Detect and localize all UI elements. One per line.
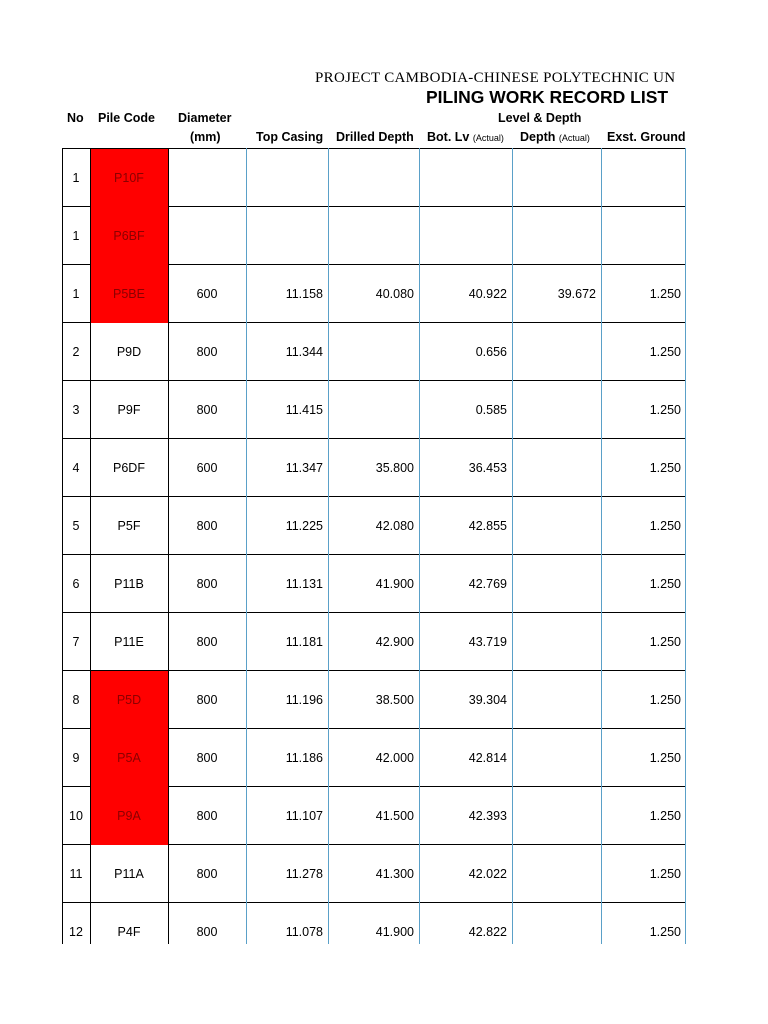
header-level-depth: Level & Depth <box>498 111 582 125</box>
depth-actual-cell <box>512 439 601 497</box>
list-title: PILING WORK RECORD LIST <box>426 87 669 107</box>
grid-line <box>685 148 686 944</box>
diameter-cell <box>168 149 246 207</box>
depth-actual-cell <box>512 207 601 265</box>
depth-actual-cell <box>512 845 601 903</box>
drilled-depth-cell <box>328 381 419 439</box>
row-no-cell: 11 <box>69 867 83 881</box>
diameter-cell: 800 <box>196 577 218 591</box>
drilled-depth-cell <box>328 149 419 207</box>
top-casing-cell: 11.278 <box>285 867 323 881</box>
pile-code-cell: P5F <box>117 519 141 533</box>
diameter-cell: 800 <box>196 345 218 359</box>
exst-ground-cell: 1.250 <box>649 519 681 533</box>
diameter-cell: 600 <box>196 461 218 475</box>
top-casing-cell <box>246 149 328 207</box>
table-row <box>62 554 686 613</box>
top-casing-cell: 11.415 <box>285 403 323 417</box>
top-casing-cell: 11.186 <box>285 751 323 765</box>
row-no-cell: 5 <box>72 519 80 533</box>
table-row <box>62 612 686 671</box>
row-no-cell: 8 <box>72 693 80 707</box>
bot-level-cell: 42.393 <box>468 809 507 823</box>
grid-line <box>168 148 169 944</box>
table-row <box>62 844 686 903</box>
header-bot-lv-label: Bot. Lv <box>427 130 470 144</box>
depth-actual-cell: 39.672 <box>557 287 596 301</box>
header-depth-label: Depth <box>520 130 556 144</box>
depth-actual-cell <box>512 613 601 671</box>
top-casing-cell: 11.181 <box>285 635 323 649</box>
depth-actual-cell <box>512 671 601 729</box>
row-no-cell: 10 <box>69 809 83 823</box>
drilled-depth-cell <box>328 207 419 265</box>
bot-level-cell: 0.585 <box>475 403 507 417</box>
pile-code-cell: P9F <box>117 403 141 417</box>
exst-ground-cell <box>601 207 686 265</box>
table-row <box>62 902 686 944</box>
drilled-depth-cell: 38.500 <box>375 693 414 707</box>
table-row <box>62 438 686 497</box>
exst-ground-cell: 1.250 <box>649 461 681 475</box>
bot-level-cell: 42.822 <box>468 925 507 939</box>
diameter-cell: 800 <box>196 403 218 417</box>
depth-actual-cell <box>512 555 601 613</box>
row-no-cell: 7 <box>72 635 80 649</box>
top-casing-cell <box>246 207 328 265</box>
bot-level-cell <box>419 207 512 265</box>
grid-line <box>419 148 420 944</box>
bot-level-cell: 39.304 <box>468 693 507 707</box>
top-casing-cell: 11.078 <box>285 925 323 939</box>
top-casing-cell: 11.344 <box>285 345 323 359</box>
row-no-cell: 3 <box>72 403 80 417</box>
exst-ground-cell: 1.250 <box>649 867 681 881</box>
drilled-depth-cell <box>328 323 419 381</box>
grid-line <box>601 148 602 944</box>
pile-code-cell: P9D <box>116 345 142 359</box>
exst-ground-cell: 1.250 <box>649 925 681 939</box>
top-casing-cell: 11.131 <box>285 577 323 591</box>
header-bot-lv <box>427 130 504 144</box>
exst-ground-cell: 1.250 <box>649 635 681 649</box>
diameter-cell: 800 <box>196 693 218 707</box>
grid-line <box>90 148 91 944</box>
diameter-cell: 800 <box>196 751 218 765</box>
pile-code-cell: P6DF <box>113 461 145 475</box>
drilled-depth-cell: 41.300 <box>375 867 414 881</box>
grid-line <box>328 148 329 944</box>
top-casing-cell: 11.347 <box>285 461 323 475</box>
header-diameter: Diameter <box>178 111 232 125</box>
pile-code-cell: P10F <box>90 149 168 207</box>
table-row <box>62 322 686 381</box>
drilled-depth-cell: 41.500 <box>375 809 414 823</box>
row-no-cell: 9 <box>72 751 80 765</box>
header-depth <box>520 130 590 144</box>
table-row <box>62 670 686 729</box>
pile-code-cell: P5A <box>90 729 168 787</box>
row-no-cell: 1 <box>72 229 80 243</box>
top-casing-cell: 11.225 <box>285 519 323 533</box>
bot-level-cell: 42.022 <box>468 867 507 881</box>
exst-ground-cell: 1.250 <box>649 809 681 823</box>
grid-line <box>246 148 247 944</box>
diameter-cell: 800 <box>196 867 218 881</box>
bot-level-cell: 40.922 <box>468 287 507 301</box>
drilled-depth-cell: 35.800 <box>375 461 414 475</box>
pile-code-cell: P4F <box>117 925 141 939</box>
diameter-cell: 800 <box>196 635 218 649</box>
bot-level-cell: 42.769 <box>468 577 507 591</box>
drilled-depth-cell: 41.900 <box>375 577 414 591</box>
drilled-depth-cell: 42.900 <box>375 635 414 649</box>
pile-code-cell: P5D <box>90 671 168 729</box>
drilled-depth-cell: 42.000 <box>375 751 414 765</box>
exst-ground-cell: 1.250 <box>649 751 681 765</box>
pile-code-cell: P11E <box>114 635 144 649</box>
row-no-cell: 4 <box>72 461 80 475</box>
depth-actual-cell <box>512 381 601 439</box>
bot-level-cell: 0.656 <box>475 345 507 359</box>
top-casing-cell: 11.158 <box>285 287 323 301</box>
pile-code-cell: P6BF <box>90 207 168 265</box>
drilled-depth-cell: 42.080 <box>375 519 414 533</box>
row-no-cell: 6 <box>72 577 80 591</box>
table-row <box>62 206 686 265</box>
row-no-cell: 2 <box>72 345 80 359</box>
diameter-cell: 800 <box>196 519 218 533</box>
row-no-cell: 1 <box>72 287 80 301</box>
table-row <box>62 728 686 787</box>
header-top-casing: Top Casing <box>256 130 324 144</box>
bot-level-cell: 36.453 <box>468 461 507 475</box>
row-no-cell: 12 <box>69 925 83 939</box>
bot-level-cell: 43.719 <box>468 635 507 649</box>
header-diameter-unit: (mm) <box>190 130 221 144</box>
top-casing-cell: 11.196 <box>285 693 323 707</box>
header-exst-ground: Exst. Ground <box>607 130 686 144</box>
header-no: No <box>67 111 84 125</box>
diameter-cell: 800 <box>196 809 218 823</box>
depth-actual-cell <box>512 497 601 555</box>
table-row <box>62 786 686 845</box>
depth-actual-cell <box>512 149 601 207</box>
exst-ground-cell: 1.250 <box>649 577 681 591</box>
exst-ground-cell: 1.250 <box>649 693 681 707</box>
diameter-cell: 600 <box>196 287 218 301</box>
pile-code-cell: P9A <box>90 787 168 845</box>
top-casing-cell: 11.107 <box>285 809 323 823</box>
table-row <box>62 264 686 323</box>
row-no-cell: 1 <box>72 171 80 185</box>
grid-line <box>62 148 63 944</box>
drilled-depth-cell: 41.900 <box>375 925 414 939</box>
exst-ground-cell: 1.250 <box>649 345 681 359</box>
exst-ground-cell: 1.250 <box>649 403 681 417</box>
record-table <box>62 148 687 944</box>
table-row <box>62 496 686 555</box>
drilled-depth-cell: 40.080 <box>375 287 414 301</box>
diameter-cell: 800 <box>196 925 218 939</box>
header-depth-note: (Actual) <box>558 133 590 143</box>
project-title: PROJECT CAMBODIA-CHINESE POLYTECHNIC UN <box>315 70 676 86</box>
header-pile-code: Pile Code <box>98 111 155 125</box>
depth-actual-cell <box>512 729 601 787</box>
exst-ground-cell <box>601 149 686 207</box>
grid-line <box>512 148 513 944</box>
depth-actual-cell <box>512 787 601 845</box>
pile-code-cell: P11B <box>114 577 144 591</box>
table-row <box>62 380 686 439</box>
bot-level-cell <box>419 149 512 207</box>
pile-code-cell: P5BE <box>90 265 168 323</box>
diameter-cell <box>168 207 246 265</box>
header-bot-lv-note: (Actual) <box>472 133 504 143</box>
depth-actual-cell <box>512 903 601 944</box>
bot-level-cell: 42.855 <box>468 519 507 533</box>
table-row <box>62 148 686 207</box>
header-drilled-depth: Drilled Depth <box>336 130 414 144</box>
exst-ground-cell: 1.250 <box>649 287 681 301</box>
bot-level-cell: 42.814 <box>468 751 507 765</box>
pile-code-cell: P11A <box>114 867 144 881</box>
depth-actual-cell <box>512 323 601 381</box>
